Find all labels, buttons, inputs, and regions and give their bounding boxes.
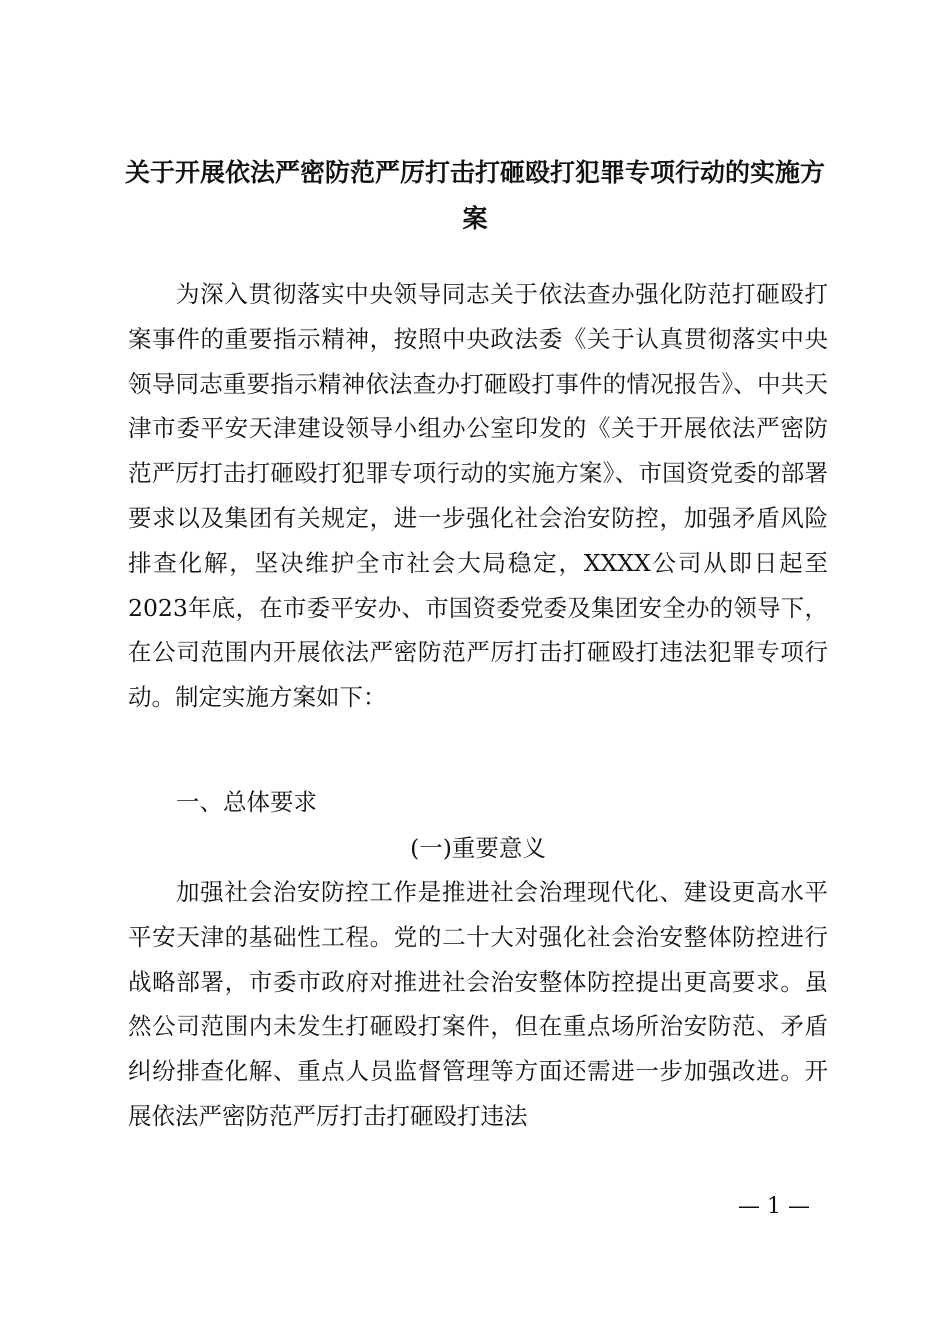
document-title: 关于开展依法严密防范严厉打击打砸殴打犯罪专项行动的实施方案: [124, 158, 825, 233]
intro-paragraph: 为深入贯彻落实中央领导同志关于依法查办强化防范打砸殴打案事件的重要指示精神，按照中央政法委《关于认真贯彻落实中央领导同志重要指示精神依法查办打砸殴打事件的情况报告》、中共天津市委平安天津建设领导小组办公室印发的《关于开展依法严密防范严厉打击打砸殴打犯罪专项行动的实施方案》、市国资党委的部署要求以及集团有关规定，进一步强化社会治安防控，加强矛盾风险排查化解，坚决维护全市社会大局稳定，XXXX公司从即日起至2023年底，在市委平安办、市国资委党委及集团安全办的领导下，在公司范围内开展依法严密防范严厉打击打砸殴打违法犯罪专项行动。制定实施方案如下：: [128, 280, 828, 712]
page-number: — 1 —: [738, 1194, 810, 1219]
subsection-heading: (一)重要意义: [410, 834, 546, 862]
subsection-paragraph: 加强社会治安防控工作是推进社会治理现代化、建设更高水平平安天津的基础性工程。党的二十大对强化社会治安整体防控进行战略部署，市委市政府对推进社会治安整体防控提出更高要求。虽然公司范围内未发生打砸殴打案件，但在重点场所治安防范、矛盾纠纷排查化解、重点人员监督管理等方面还需进一步加强改进。开展依法严密防范严厉打击打砸殴打违法: [128, 878, 828, 1130]
section-heading: 一、总体要求: [176, 788, 317, 816]
